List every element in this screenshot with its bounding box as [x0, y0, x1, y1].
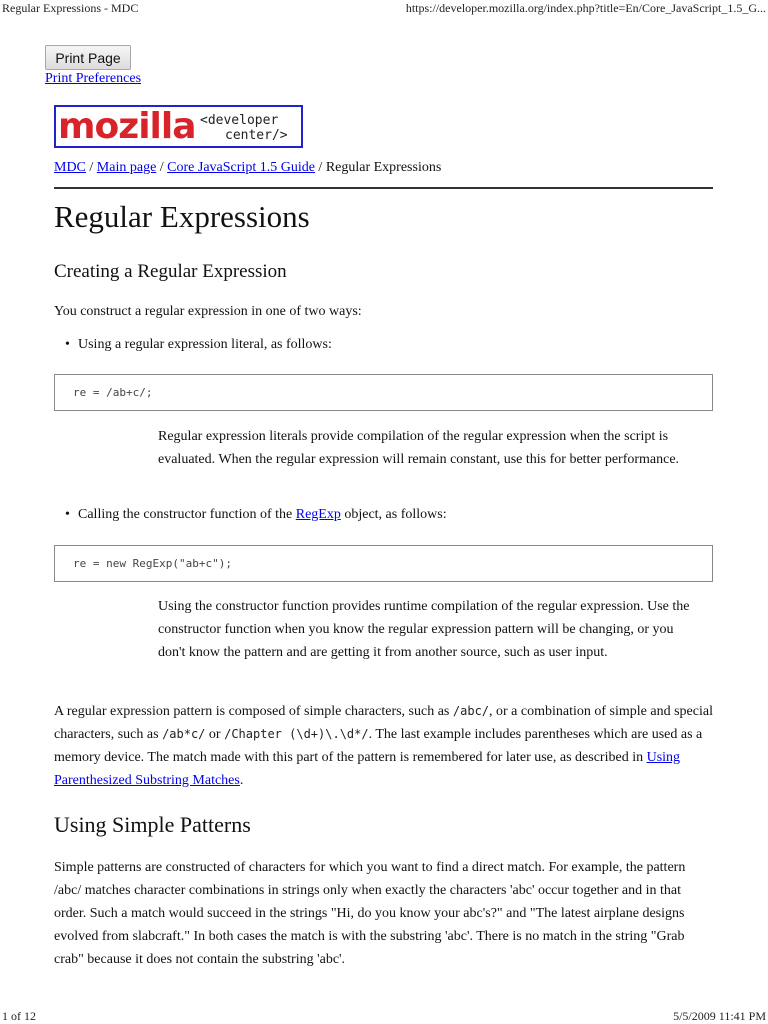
section-heading-creating: Creating a Regular Expression: [54, 261, 287, 282]
simple-patterns-paragraph: Simple patterns are constructed of characters for which you want to find a direct match. For example, the pattern /abc/ matches character combinations in strings only when exactly the characters 'abc' occur together and in that order. Such a match would succeed in the strings "Hi, do you know your abc's?" and "The latest airplane designs evolved from slabcraft." In both cases the match is with the substring 'abc'. There is no match in the string "Grab crab" because it does not contain the substring 'abc'.: [54, 860, 686, 967]
code-text: re = new RegExp("ab+c");: [73, 557, 232, 570]
text-run: . The last example includes parentheses which are used as a memory device. The match made with this part of the pattern is remembered for later use, as described in: [54, 727, 703, 765]
logo-subtitle-line2: center/>: [225, 128, 288, 143]
code-block-constructor: [54, 545, 713, 582]
print-page-button[interactable]: Print Page: [45, 45, 131, 70]
logo-wordmark: mozilla: [58, 106, 196, 147]
header-divider: [54, 187, 713, 189]
breadcrumb-mdc[interactable]: MDC: [54, 160, 86, 175]
print-header-url: https://developer.mozilla.org/index.php?title=En/Core_JavaScript_1.5_G...: [405, 1, 766, 15]
parenthesized-matches-link[interactable]: Using Parenthesized Substring Matches: [54, 750, 681, 788]
section-heading-simple-patterns: Using Simple Patterns: [54, 812, 251, 837]
breadcrumb-main-page[interactable]: Main page: [96, 160, 157, 175]
code-text: re = /ab+c/;: [73, 386, 153, 399]
list-item-text: Using a regular expression literal, as follows:: [78, 337, 332, 352]
note-literal: Regular expression literals provide compilation of the regular expression when the script is evaluated. When the regular expression will remain constant, use this for better performance.: [158, 429, 680, 467]
regexp-link[interactable]: RegExp: [295, 507, 341, 522]
code-block-literal: [54, 374, 713, 411]
breadcrumb-separator: /: [314, 160, 326, 175]
print-header-title: Regular Expressions - MDC: [2, 1, 139, 15]
list-item-literal: [65, 337, 332, 353]
breadcrumb: [54, 160, 441, 176]
logo-subtitle: [200, 113, 300, 143]
list-item-text: object, as follows:: [340, 507, 447, 522]
pattern-paragraph: [54, 700, 714, 792]
list-item-text: Calling the constructor function of the: [78, 507, 296, 522]
page-title: Regular Expressions: [54, 199, 310, 234]
intro-paragraph: You construct a regular expression in one of two ways:: [54, 304, 362, 319]
list-item-constructor: [65, 507, 447, 523]
logo-subtitle-line1: <developer: [200, 113, 279, 128]
print-header: [0, 0, 768, 16]
mozilla-developer-center-logo[interactable]: [54, 105, 303, 148]
inline-code: /ab*c/: [162, 727, 206, 741]
bullet-icon: •: [65, 337, 70, 352]
breadcrumb-separator: /: [156, 160, 168, 175]
text-run: or: [205, 727, 225, 742]
print-footer: [0, 1008, 768, 1024]
bullet-icon: •: [65, 507, 70, 522]
print-preferences-link[interactable]: Print Preferences: [45, 71, 142, 86]
text-run: A regular expression pattern is composed of simple characters, such as: [54, 704, 453, 719]
inline-code: /Chapter (\d+)\.\d*/: [224, 727, 369, 741]
text-run: , or a combination of simple and special characters, such as: [54, 704, 713, 742]
breadcrumb-current: Regular Expressions: [325, 160, 442, 175]
page-counter: 1 of 12: [2, 1009, 36, 1023]
inline-code: /abc/: [452, 704, 490, 718]
breadcrumb-guide[interactable]: Core JavaScript 1.5 Guide: [167, 160, 315, 175]
breadcrumb-separator: /: [85, 160, 97, 175]
print-datetime: 5/5/2009 11:41 PM: [673, 1009, 766, 1023]
text-run: .: [239, 773, 244, 788]
note-constructor: Using the constructor function provides runtime compilation of the regular expression. Use the constructor function when you know the regular expression pattern will be changing, or you don't know the pattern and are getting it from another source, such as user input.: [158, 599, 690, 660]
